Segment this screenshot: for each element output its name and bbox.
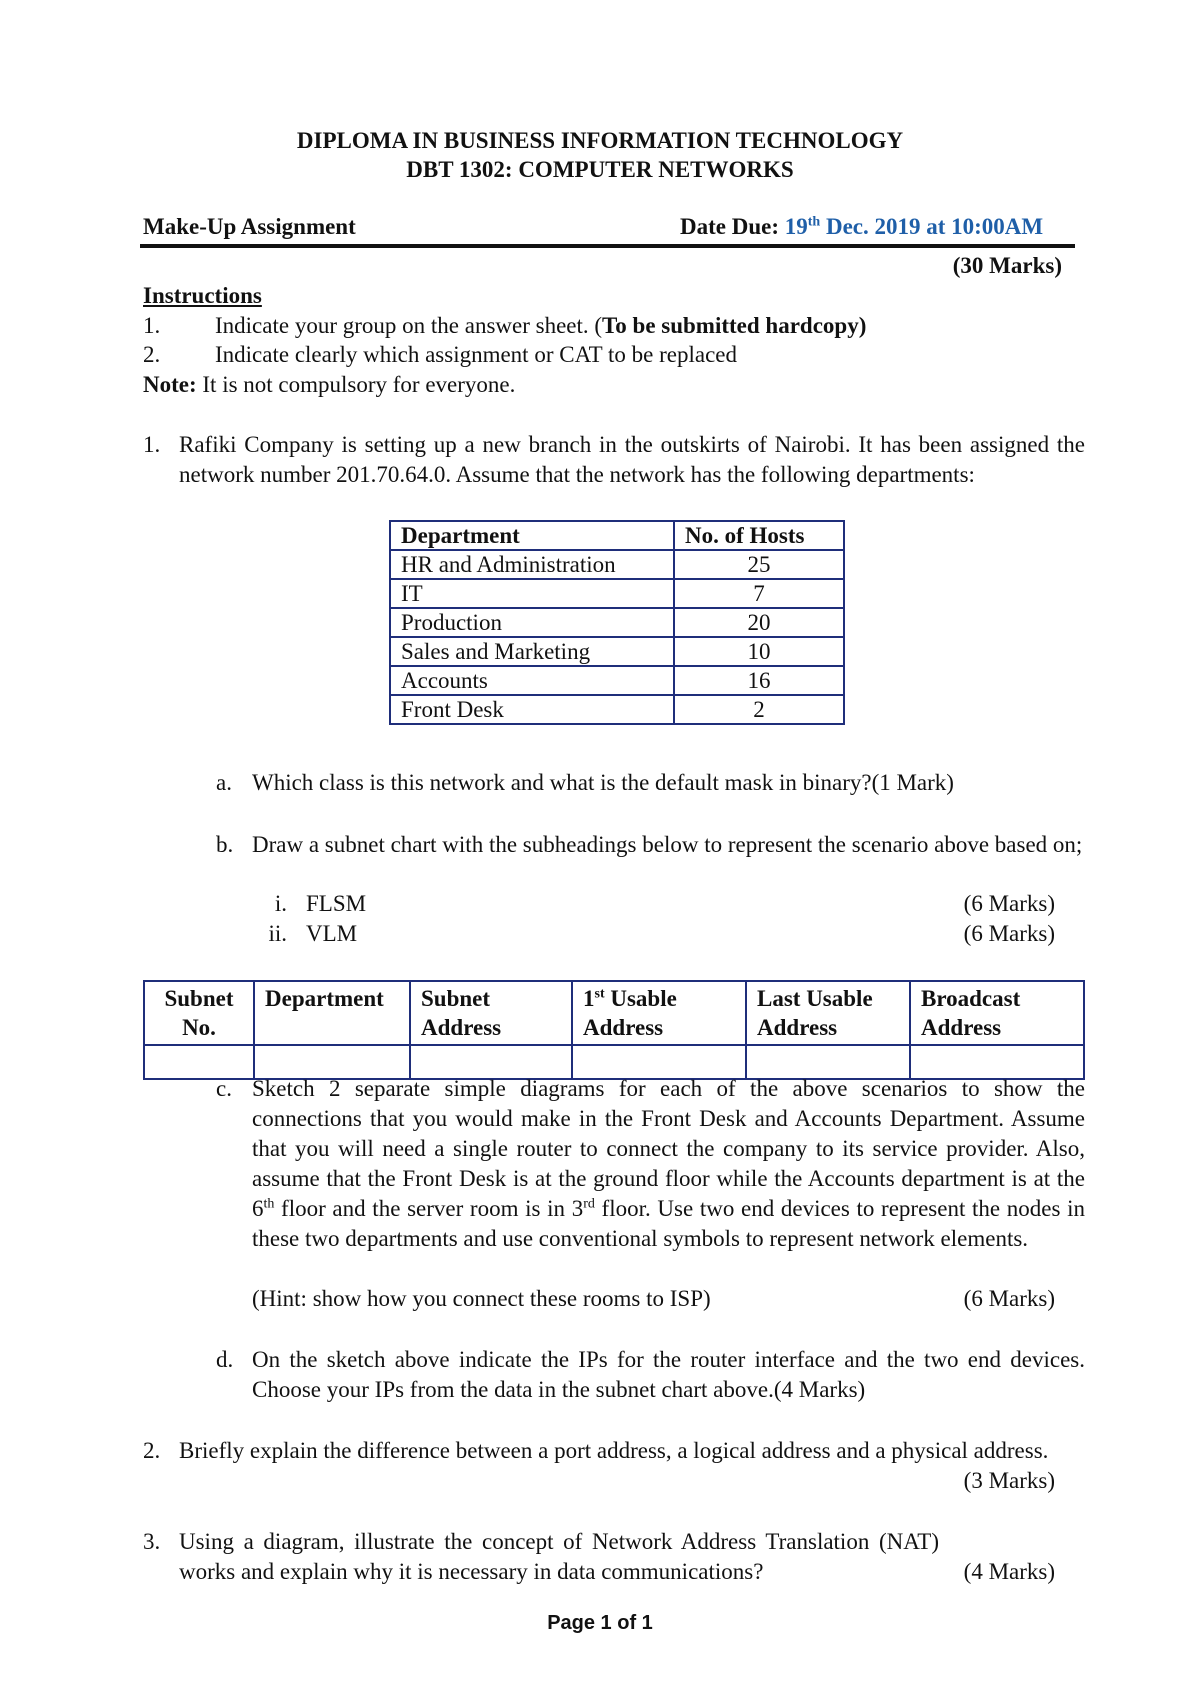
date-due-value: 19th Dec. 2019 at 10:00AM bbox=[784, 214, 1044, 239]
instruction-1-num: 1. bbox=[143, 313, 161, 338]
table-cell-dept: HR and Administration bbox=[390, 550, 674, 579]
table-header-hosts: No. of Hosts bbox=[674, 521, 844, 550]
q1d-text: On the sketch above indicate the IPs for the router interface and the two end devices. Choose your IPs from the data in the subnet chart above.(4 Marks) bbox=[252, 1347, 1085, 1402]
q1b-label: b. bbox=[216, 832, 234, 857]
q3-text: Using a diagram, illustrate the concept of Network Address Translation (NAT) works and explain why it is necessary in data communications? bbox=[179, 1529, 939, 1584]
q1-text: Rafiki Company is setting up a new branch in the outskirts of Nairobi. It has been assigned the network number 201.70.64.0. Assume that the network has the following departments: bbox=[179, 432, 1085, 487]
table-row bbox=[390, 637, 844, 666]
table-cell-hosts: 16 bbox=[674, 666, 844, 695]
table-cell-hosts: 10 bbox=[674, 637, 844, 666]
table-cell-dept: Production bbox=[390, 608, 674, 637]
q1b-i-text: FLSM bbox=[306, 891, 367, 916]
page-number: Page 1 of 1 bbox=[547, 1612, 653, 1634]
table-cell-dept: IT bbox=[390, 579, 674, 608]
table-row bbox=[390, 550, 844, 579]
table-header-department: Department bbox=[390, 521, 674, 550]
subnet-header-no: Subnet No. bbox=[144, 981, 254, 1045]
q1d-label: d. bbox=[216, 1347, 234, 1372]
q1c-hint: (Hint: show how you connect these rooms to ISP) bbox=[252, 1286, 711, 1311]
q1b-text: Draw a subnet chart with the subheadings below to represent the scenario above based on; bbox=[252, 832, 1083, 857]
table-cell-hosts: 7 bbox=[674, 579, 844, 608]
q1-number: 1. bbox=[143, 432, 161, 457]
table-cell-hosts: 2 bbox=[674, 695, 844, 724]
assignment-title: Make-Up Assignment bbox=[143, 214, 356, 239]
q1b-ii-text: VLM bbox=[306, 921, 358, 946]
subnet-header-last-usable: Last Usable Address bbox=[746, 981, 910, 1045]
q1b-i-marks: (6 Marks) bbox=[963, 891, 1055, 916]
q1c-label: c. bbox=[216, 1076, 232, 1101]
header-rule bbox=[140, 244, 1075, 248]
q1a-text: Which class is this network and what is the default mask in binary?(1 Mark) bbox=[252, 770, 954, 795]
instructions-heading: Instructions bbox=[143, 283, 262, 308]
subnet-cell bbox=[144, 1045, 254, 1079]
subnet-header-address: Subnet Address bbox=[410, 981, 572, 1045]
subnet-header-row bbox=[144, 981, 1084, 1045]
q3-number: 3. bbox=[143, 1529, 161, 1554]
table-cell-dept: Accounts bbox=[390, 666, 674, 695]
q2-marks: (3 Marks) bbox=[963, 1468, 1055, 1493]
q1c-marks: (6 Marks) bbox=[963, 1286, 1055, 1311]
q1b-i-label: i. bbox=[274, 891, 287, 916]
subnet-header-broadcast: Broadcast Address bbox=[910, 981, 1084, 1045]
table-cell-hosts: 25 bbox=[674, 550, 844, 579]
total-marks: (30 Marks) bbox=[952, 253, 1062, 278]
q2-number: 2. bbox=[143, 1438, 161, 1463]
note: Note: It is not compulsory for everyone. bbox=[143, 372, 516, 397]
q3-marks: (4 Marks) bbox=[963, 1559, 1055, 1584]
course-title: DBT 1302: COMPUTER NETWORKS bbox=[406, 157, 794, 182]
table-row bbox=[390, 608, 844, 637]
table-header-row bbox=[390, 521, 844, 550]
departments-table bbox=[389, 520, 845, 725]
instruction-2: Indicate clearly which assignment or CAT to be replaced bbox=[215, 342, 738, 367]
table-row bbox=[390, 666, 844, 695]
q1b-ii-marks: (6 Marks) bbox=[963, 921, 1055, 946]
subnet-header-first-usable: 1st Usable Address bbox=[572, 981, 746, 1045]
subnet-chart-table bbox=[143, 980, 1085, 1080]
subnet-header-department: Department bbox=[254, 981, 410, 1045]
q1c-text: Sketch 2 separate simple diagrams for each of the above scenarios to show the connections that you would make in the Front Desk and Accounts Department. Assume that you will need a single router to connect the company to its service provider. Also, assume that the Front Desk is at the ground floor while the Accounts department is at the 6th floor and the server room is in 3rd floor. Use two end devices to represent the nodes in these two departments and use conventional symbols to represent network elements. bbox=[252, 1076, 1085, 1251]
date-due-label: Date Due: bbox=[680, 214, 779, 239]
table-row bbox=[390, 579, 844, 608]
program-title: DIPLOMA IN BUSINESS INFORMATION TECHNOLOGY bbox=[296, 128, 904, 153]
instruction-2-num: 2. bbox=[143, 342, 161, 367]
table-row bbox=[390, 695, 844, 724]
q1a-label: a. bbox=[216, 770, 232, 795]
date-due bbox=[680, 212, 1043, 242]
q1b-ii-label: ii. bbox=[268, 921, 287, 946]
table-cell-dept: Sales and Marketing bbox=[390, 637, 674, 666]
table-cell-dept: Front Desk bbox=[390, 695, 674, 724]
instruction-1: Indicate your group on the answer sheet. (To be submitted hardcopy) bbox=[215, 313, 867, 338]
table-cell-hosts: 20 bbox=[674, 608, 844, 637]
q2-text: Briefly explain the difference between a port address, a logical address and a physical address. bbox=[179, 1438, 1049, 1463]
